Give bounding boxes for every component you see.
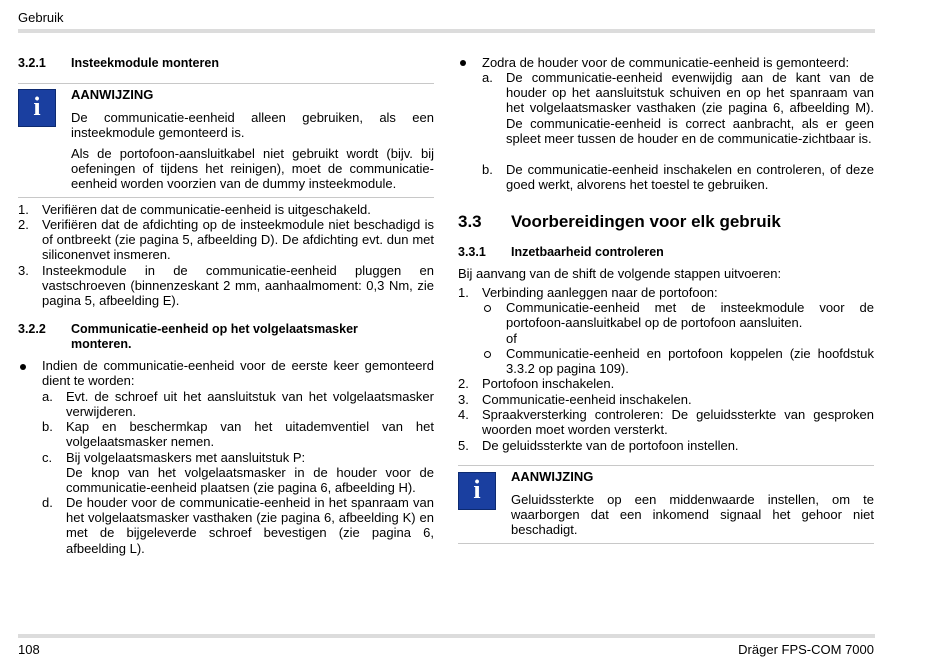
bullet-text: Indien de communicatie-eenheid voor de eerste keer gemonteerd dient te worden: (42, 358, 434, 389)
note1-paragraph-2: Als de portofoon-aansluitkabel niet gebruikt wordt (bijv. bij oefeningen of tijdens het reinigen), moet de communicatie-eenheid worden voorzien van de dummy insteekmodule. (71, 146, 434, 192)
section-3-3-1-number: 3.3.1 (458, 245, 486, 259)
note1-top-rule (18, 83, 434, 84)
bullet-text: Zodra de houder voor de communicatie-eenheid is gemonteerd: (482, 55, 850, 70)
note2-paragraph: Geluidssterkte op een middenwaarde instellen, om te waarborgen dat een inkomend signaal het gehoor niet beschadigt. (511, 492, 874, 538)
running-header: Gebruik (18, 10, 64, 25)
footer-rule (18, 634, 875, 638)
section-3-3-title: Voorbereidingen voor elk gebruik (511, 212, 781, 231)
option-text: Communicatie-eenheid met de insteekmodule voor de portofoon-aansluitkabel op de portofoon aansluiten. (506, 300, 874, 331)
note2-top-rule (458, 465, 874, 466)
step-number: 1. (458, 285, 469, 300)
intro-text: Bij aanvang van de shift de volgende stappen uitvoeren: (458, 266, 782, 281)
section-3-3-number: 3.3 (458, 212, 482, 231)
header-rule (18, 29, 875, 33)
info-icon: i (18, 89, 56, 127)
section-3-3-1-title: Inzetbaarheid controleren (511, 245, 664, 259)
note1-paragraph-1: De communicatie-eenheid alleen gebruiken, als een insteekmodule gemonteerd is. (71, 110, 434, 141)
circle-bullet-icon (484, 351, 491, 358)
section-3-2-1-number: 3.2.1 (18, 56, 46, 70)
note2-label: AANWIJZING (511, 469, 594, 484)
section-3-2-1-title: Insteekmodule monteren (71, 56, 219, 70)
page-number: 108 (18, 642, 40, 657)
note2-bottom-rule (458, 543, 874, 544)
circle-bullet-icon (484, 305, 491, 312)
step-text: Verbinding aanleggen naar de portofoon: (482, 285, 718, 300)
bullet-icon (460, 60, 466, 66)
section-3-2-2-title: Communicatie-eenheid op het volgelaatsmasker monteren. (71, 322, 358, 352)
product-name: Dräger FPS-COM 7000 (738, 642, 874, 657)
info-icon: i (458, 472, 496, 510)
note1-bottom-rule (18, 197, 434, 198)
section-3-2-2-number: 3.2.2 (18, 322, 46, 336)
or-text: of (506, 331, 517, 346)
bullet-icon (20, 364, 26, 370)
note1-label: AANWIJZING (71, 87, 154, 102)
option-text: Communicatie-eenheid en portofoon koppelen (zie hoofdstuk 3.3.2 op pagina 109). (506, 346, 874, 377)
